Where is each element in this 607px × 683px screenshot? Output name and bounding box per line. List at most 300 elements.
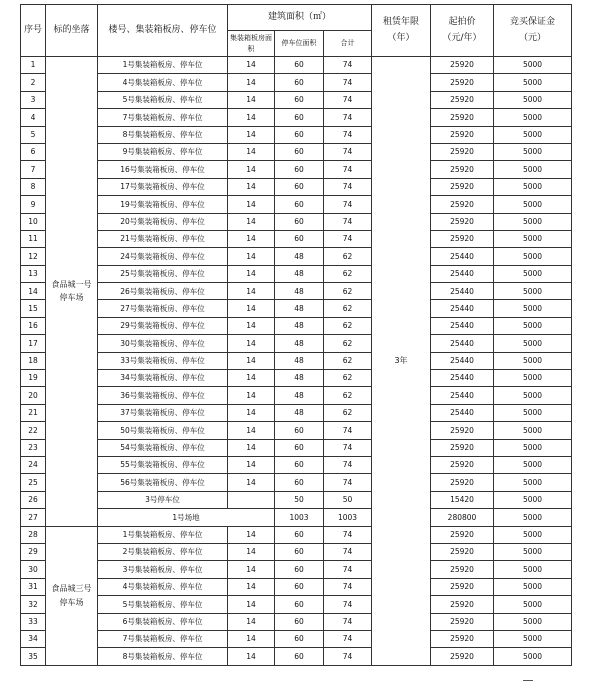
total-area-cell: 74 [324,161,372,178]
start-price-cell: 15420 [431,491,494,508]
start-price-cell: 25920 [431,109,494,126]
start-price-cell: 25920 [431,648,494,665]
deposit-cell: 5000 [494,352,572,369]
parking-area-cell: 48 [275,265,324,282]
start-price-cell: 25920 [431,561,494,578]
seq-cell: 21 [21,404,46,421]
container-area-cell: 14 [228,230,275,247]
seq-cell: 16 [21,317,46,334]
table-row [21,561,572,578]
parking-area-cell: 60 [275,91,324,108]
table-row [21,491,572,508]
parking-area-cell: 48 [275,283,324,300]
seq-cell: 22 [21,422,46,439]
deposit-cell: 5000 [494,300,572,317]
deposit-cell: 5000 [494,561,572,578]
container-area-cell: 14 [228,317,275,334]
seq-cell: 33 [21,613,46,630]
deposit-cell: 5000 [494,439,572,456]
building-cell: 34号集装箱板房、停车位 [98,370,228,387]
building-cell: 19号集装箱板房、停车位 [98,196,228,213]
seq-cell: 2 [21,74,46,91]
parking-area-cell: 48 [275,317,324,334]
deposit-cell: 5000 [494,161,572,178]
start-price-cell: 25920 [431,143,494,160]
table-row [21,509,572,526]
start-price-cell: 25440 [431,300,494,317]
container-area-cell: 14 [228,74,275,91]
building-cell: 30号集装箱板房、停车位 [98,335,228,352]
table-row [21,404,572,421]
seq-cell: 13 [21,265,46,282]
start-price-cell: 25920 [431,126,494,143]
table-row [21,265,572,282]
seq-cell: 1 [21,57,46,74]
container-area-cell: 14 [228,613,275,630]
table-row [21,213,572,230]
total-area-cell: 74 [324,57,372,74]
total-area-cell: 62 [324,300,372,317]
seq-cell: 15 [21,300,46,317]
deposit-cell: 5000 [494,91,572,108]
seq-cell: 35 [21,648,46,665]
table-row [21,126,572,143]
building-cell: 17号集装箱板房、停车位 [98,178,228,195]
start-price-cell: 25920 [431,422,494,439]
parking-area-cell: 60 [275,630,324,647]
table-row [21,526,572,543]
start-price-cell: 25920 [431,91,494,108]
parking-area-cell: 60 [275,213,324,230]
total-area-cell: 74 [324,74,372,91]
start-price-cell: 25440 [431,370,494,387]
parking-area-cell: 60 [275,543,324,560]
seq-cell: 4 [21,109,46,126]
header-start-price-text: 起拍价（元/年） [442,17,482,43]
total-area-cell: 74 [324,648,372,665]
deposit-cell: 5000 [494,422,572,439]
building-cell: 36号集装箱板房、停车位 [98,387,228,404]
table-row [21,230,572,247]
parking-area-cell: 60 [275,526,324,543]
table-row [21,317,572,334]
table-row [21,143,572,160]
building-cell: 27号集装箱板房、停车位 [98,300,228,317]
header-area-parking: 停车位面积 [275,31,324,57]
seq-cell: 28 [21,526,46,543]
header-location: 标的坐落 [46,5,98,57]
seq-cell: 23 [21,439,46,456]
container-area-cell: 14 [228,265,275,282]
deposit-cell: 5000 [494,613,572,630]
total-area-cell: 74 [324,126,372,143]
parking-area-cell: 60 [275,196,324,213]
container-area-cell: 14 [228,300,275,317]
container-area-cell: 14 [228,109,275,126]
seq-cell: 34 [21,630,46,647]
total-area-cell: 62 [324,283,372,300]
building-cell: 1号集装箱板房、停车位 [98,57,228,74]
container-area-cell: 14 [228,422,275,439]
start-price-cell: 25440 [431,404,494,421]
start-price-cell: 25920 [431,596,494,613]
lease-term-cell: 3年 [372,57,431,666]
start-price-cell: 25440 [431,387,494,404]
header-deposit [494,5,572,57]
start-price-cell: 25920 [431,57,494,74]
container-area-cell: 14 [228,439,275,456]
start-price-cell: 25920 [431,474,494,491]
building-cell: 16号集装箱板房、停车位 [98,161,228,178]
start-price-cell: 25920 [431,178,494,195]
total-area-cell: 74 [324,474,372,491]
total-area-cell: 74 [324,613,372,630]
seq-cell: 11 [21,230,46,247]
total-area-cell: 62 [324,404,372,421]
table-row [21,648,572,665]
deposit-cell: 5000 [494,230,572,247]
table-row [21,109,572,126]
container-area-cell: 14 [228,248,275,265]
parking-area-cell: 50 [275,491,324,508]
building-cell: 29号集装箱板房、停车位 [98,317,228,334]
parking-area-cell: 48 [275,300,324,317]
seq-cell: 14 [21,283,46,300]
seq-cell: 8 [21,178,46,195]
parking-area-cell: 48 [275,248,324,265]
parking-area-cell: 48 [275,335,324,352]
building-cell: 54号集装箱板房、停车位 [98,439,228,456]
deposit-cell: 5000 [494,283,572,300]
container-area-cell: 14 [228,404,275,421]
building-cell: 8号集装箱板房、停车位 [98,126,228,143]
total-area-cell: 62 [324,352,372,369]
container-area-cell: 14 [228,456,275,473]
container-area-cell [228,491,275,508]
table-row [21,57,572,74]
seq-cell: 5 [21,126,46,143]
table-row [21,596,572,613]
header-area-total: 合计 [324,31,372,57]
total-area-cell: 62 [324,317,372,334]
container-area-cell: 14 [228,578,275,595]
building-cell: 20号集装箱板房、停车位 [98,213,228,230]
total-area-cell: 74 [324,143,372,160]
deposit-cell: 5000 [494,126,572,143]
start-price-cell: 25440 [431,335,494,352]
location-cell [46,526,98,665]
total-area-cell: 74 [324,422,372,439]
header-area-group: 建筑面积（㎡） [228,5,372,31]
parking-area-cell: 60 [275,143,324,160]
building-cell: 6号集装箱板房、停车位 [98,613,228,630]
start-price-cell: 25440 [431,248,494,265]
seq-cell: 18 [21,352,46,369]
building-cell: 4号集装箱板房、停车位 [98,578,228,595]
deposit-cell: 5000 [494,335,572,352]
table-row [21,91,572,108]
deposit-cell: 5000 [494,543,572,560]
building-cell: 8号集装箱板房、停车位 [98,648,228,665]
container-area-cell: 14 [228,213,275,230]
deposit-cell: 5000 [494,509,572,526]
seq-cell: 9 [21,196,46,213]
table-row [21,422,572,439]
building-cell: 55号集装箱板房、停车位 [98,456,228,473]
header-area-container-text: 集装箱板房面积 [230,34,272,53]
deposit-cell: 5000 [494,578,572,595]
total-area-cell: 74 [324,630,372,647]
total-area-cell: 74 [324,561,372,578]
parking-area-cell: 60 [275,230,324,247]
header-lease-term [372,5,431,57]
table-row [21,439,572,456]
container-area-cell: 14 [228,387,275,404]
location-cell [46,57,98,527]
parking-area-cell: 60 [275,161,324,178]
building-cell: 37号集装箱板房、停车位 [98,404,228,421]
deposit-cell: 5000 [494,491,572,508]
container-area-cell: 14 [228,474,275,491]
container-area-cell: 14 [228,352,275,369]
container-area-cell: 14 [228,126,275,143]
lease-auction-sheet [20,4,572,666]
location-text: 食品城三号停车场 [51,584,92,607]
building-cell: 21号集装箱板房、停车位 [98,230,228,247]
seq-cell: 6 [21,143,46,160]
deposit-cell: 5000 [494,474,572,491]
container-area-cell: 14 [228,596,275,613]
header-building: 楼号、集装箱板房、停车位 [98,5,228,57]
seq-cell: 32 [21,596,46,613]
seq-cell: 20 [21,387,46,404]
building-cell: 5号集装箱板房、停车位 [98,91,228,108]
total-area-cell: 74 [324,109,372,126]
table-row [21,630,572,647]
deposit-cell: 5000 [494,213,572,230]
container-area-cell: 14 [228,161,275,178]
table-row [21,543,572,560]
building-cell: 1号集装箱板房、停车位 [98,526,228,543]
total-area-cell: 62 [324,335,372,352]
deposit-cell: 5000 [494,74,572,91]
parking-area-cell: 48 [275,404,324,421]
header-seq: 序号 [21,5,46,57]
start-price-cell: 25920 [431,578,494,595]
deposit-cell: 5000 [494,109,572,126]
parking-area-cell: 60 [275,178,324,195]
start-price-cell: 25920 [431,630,494,647]
deposit-cell: 5000 [494,143,572,160]
parking-area-cell: 48 [275,370,324,387]
total-area-cell: 74 [324,178,372,195]
deposit-cell: 5000 [494,196,572,213]
table-row [21,178,572,195]
table-row [21,283,572,300]
container-area-cell: 14 [228,526,275,543]
parking-area-cell: 60 [275,439,324,456]
container-area-cell: 14 [228,370,275,387]
parking-area-cell: 60 [275,561,324,578]
seq-cell: 25 [21,474,46,491]
deposit-cell: 5000 [494,404,572,421]
header-lease-term-text: 租赁年限（年） [382,17,419,43]
deposit-cell: 5000 [494,456,572,473]
table-row [21,613,572,630]
header-start-price [431,5,494,57]
building-cell: 26号集装箱板房、停车位 [98,283,228,300]
total-area-cell: 74 [324,543,372,560]
container-area-cell: 14 [228,196,275,213]
parking-area-cell: 60 [275,422,324,439]
deposit-cell: 5000 [494,248,572,265]
building-cell: 33号集装箱板房、停车位 [98,352,228,369]
start-price-cell: 25440 [431,317,494,334]
total-area-cell: 74 [324,196,372,213]
building-cell: 2号集装箱板房、停车位 [98,543,228,560]
start-price-cell: 25920 [431,613,494,630]
container-area-cell: 14 [228,335,275,352]
seq-cell: 29 [21,543,46,560]
start-price-cell: 280800 [431,509,494,526]
parking-area-cell: 60 [275,109,324,126]
header-row-1 [21,5,572,31]
table-row [21,578,572,595]
start-price-cell: 25920 [431,161,494,178]
table-row [21,248,572,265]
building-cell: 9号集装箱板房、停车位 [98,143,228,160]
building-cell: 5号集装箱板房、停车位 [98,596,228,613]
deposit-cell: 5000 [494,648,572,665]
deposit-cell: 5000 [494,178,572,195]
total-area-cell: 62 [324,265,372,282]
total-area-cell: 74 [324,91,372,108]
total-area-cell: 74 [324,596,372,613]
parking-area-cell: 1003 [275,509,324,526]
deposit-cell: 5000 [494,596,572,613]
start-price-cell: 25920 [431,74,494,91]
start-price-cell: 25440 [431,265,494,282]
header-deposit-text: 竞买保证金（元） [509,17,555,43]
total-area-cell: 50 [324,491,372,508]
seq-cell: 12 [21,248,46,265]
seq-cell: 17 [21,335,46,352]
table-row [21,300,572,317]
total-area-cell: 62 [324,248,372,265]
building-cell: 3号集装箱板房、停车位 [98,561,228,578]
start-price-cell: 25440 [431,283,494,300]
building-cell: 3号停车位 [98,491,228,508]
total-area-cell: 62 [324,370,372,387]
parking-area-cell: 60 [275,456,324,473]
table-row [21,456,572,473]
lease-table [20,4,572,666]
header-area-container [228,31,275,57]
building-cell: 50号集装箱板房、停车位 [98,422,228,439]
sheet-corner-mark [523,675,533,681]
total-area-cell: 62 [324,387,372,404]
parking-area-cell: 60 [275,578,324,595]
start-price-cell: 25920 [431,543,494,560]
container-area-cell: 14 [228,543,275,560]
table-row [21,161,572,178]
parking-area-cell: 60 [275,596,324,613]
parking-area-cell: 48 [275,352,324,369]
start-price-cell: 25920 [431,439,494,456]
table-row [21,352,572,369]
start-price-cell: 25920 [431,230,494,247]
deposit-cell: 5000 [494,526,572,543]
container-area-cell: 14 [228,561,275,578]
seq-cell: 30 [21,561,46,578]
container-area-cell: 14 [228,91,275,108]
seq-cell: 31 [21,578,46,595]
seq-cell: 27 [21,509,46,526]
start-price-cell: 25920 [431,213,494,230]
table-row [21,196,572,213]
seq-cell: 24 [21,456,46,473]
table-row [21,335,572,352]
table-row [21,474,572,491]
start-price-cell: 25920 [431,196,494,213]
seq-cell: 3 [21,91,46,108]
deposit-cell: 5000 [494,57,572,74]
start-price-cell: 25920 [431,456,494,473]
container-area-cell: 14 [228,178,275,195]
parking-area-cell: 60 [275,474,324,491]
container-area-cell: 14 [228,57,275,74]
building-cell: 1号场地 [98,509,275,526]
container-area-cell: 14 [228,143,275,160]
location-text: 食品城一号停车场 [51,279,92,303]
building-cell: 7号集装箱板房、停车位 [98,630,228,647]
parking-area-cell: 60 [275,126,324,143]
total-area-cell: 74 [324,213,372,230]
deposit-cell: 5000 [494,387,572,404]
parking-area-cell: 60 [275,74,324,91]
parking-area-cell: 60 [275,57,324,74]
deposit-cell: 5000 [494,317,572,334]
building-cell: 7号集装箱板房、停车位 [98,109,228,126]
seq-cell: 19 [21,370,46,387]
seq-cell: 26 [21,491,46,508]
parking-area-cell: 60 [275,613,324,630]
container-area-cell: 14 [228,630,275,647]
seq-cell: 7 [21,161,46,178]
container-area-cell: 14 [228,283,275,300]
parking-area-cell: 48 [275,387,324,404]
seq-cell: 10 [21,213,46,230]
total-area-cell: 74 [324,578,372,595]
building-cell: 24号集装箱板房、停车位 [98,248,228,265]
total-area-cell: 74 [324,526,372,543]
total-area-cell: 74 [324,230,372,247]
total-area-cell: 74 [324,439,372,456]
table-row [21,74,572,91]
building-cell: 4号集装箱板房、停车位 [98,74,228,91]
total-area-cell: 1003 [324,509,372,526]
container-area-cell: 14 [228,648,275,665]
start-price-cell: 25920 [431,526,494,543]
deposit-cell: 5000 [494,265,572,282]
building-cell: 56号集装箱板房、停车位 [98,474,228,491]
parking-area-cell: 60 [275,648,324,665]
table-row [21,387,572,404]
deposit-cell: 5000 [494,630,572,647]
total-area-cell: 74 [324,456,372,473]
start-price-cell: 25440 [431,352,494,369]
deposit-cell: 5000 [494,370,572,387]
